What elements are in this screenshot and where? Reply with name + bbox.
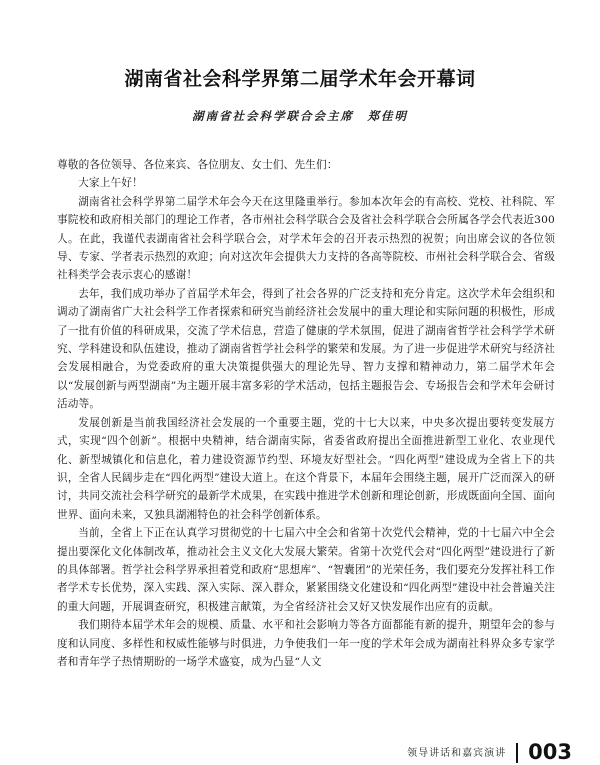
page-footer	[407, 739, 572, 763]
paragraph-3: 发展创新是当前我国经济社会发展的一个重要主题，党的十七大以来，中央多次提出要转变发展方式，实现“四个创新”。根据中央精神，结合湖南实际，省委省政府提出全面推进新型工业化、农业现代化、新型城镇化和信息化，着力建设资源节约型、环境友好型社会。“四化两型”建设成为全省上下的共识，全省人民阔步走在“四化两型”建设大道上。在这个背景下，本届年会围绕主题，展开广泛而深入的研讨，共同交流社会科学研究的最新学术成果，在实践中推进学术创新和理论创新，形成既面向全国、面向世界、面向未来，又独具湖湘特色的社会科学创新体系。	[57, 416, 555, 521]
salutation: 尊敬的各位领导、各位来宾、各位朋友、女士们、先生们：	[57, 159, 338, 171]
author-line: 湖南省社会科学联合会主席 郑佳明	[192, 109, 408, 123]
paragraph-5: 我们期待本届学术年会的规模、质量、水平和社会影响力等各方面都能有新的提升，期望年会的参与度和认同度、多样性和权威性能够与时俱进，力争使我们一年一度的学术年会成为湖南社科界众多专家学者和青年学子热情期盼的一场学术盛宴，成为凸显“人文	[57, 619, 555, 668]
paragraph-2: 去年，我们成功举办了首届学术年会，得到了社会各界的广泛支持和充分肯定。这次学术年会组织和调动了湖南省广大社会科学工作者探索和研究当前经济社会发展中的重大理论和实际问题的积极性，形成了一批有价值的科研成果，交流了学术信息，营造了健康的学术氛围，促进了湖南省哲学社会科学学术研究、学科建设和队伍建设，推动了湖南省哲学社会科学的繁荣和发展。为了进一步促进学术研究与经济社会发展相融合，为党委政府的重大决策提供强大的理论先导、智力支撑和精神动力，第二届学术年会以“发展创新与两型湖南”为主题开展丰富多彩的学术活动，包括主题报告会、专场报告会和学术年会研讨活动等。	[57, 287, 555, 411]
document-body	[57, 156, 555, 671]
greeting: 大家上午好！	[78, 177, 143, 190]
page-number: 003	[528, 740, 572, 764]
footer-divider	[516, 743, 518, 763]
paragraph-1: 湖南省社会科学界第二届学术年会今天在这里隆重举行。参加本次年会的有高校、党校、社科院、军事院校和政府相关部门的理论工作者，各市州社会科学联合会及省社会科学联合会所属各学会代表近300人。在此，我谨代表湖南省社会科学联合会，对学术年会的召开表示热烈的祝贺；向出席会议的各位领导、专家、学者表示热烈的欢迎；向对这次年会提供大力支持的各高等院校、市州社会科学联合会、省级社科类学会表示衷心的感谢！	[57, 195, 555, 282]
running-head: 领导讲话和嘉宾演讲	[407, 748, 507, 759]
paragraph-4: 当前，全省上下正在认真学习贯彻党的十七届六中全会和省第十次党代会精神，党的十七届六中全会提出要深化文化体制改革，推动社会主义文化大发展大繁荣。省第十次党代会对“四化两型”建设进行了新的具体部署。哲学社会科学界承担着党和政府“思想库”、“智囊团”的光荣任务，我们要充分发挥社科工作者学术专长优势，深入实践、深入实际、深入群众，紧紧围绕文化建设和“四化两型”建设中社会普遍关注的重大问题，开展调查研究，积极建言献策，为全省经济社会又好又快发展作出应有的贡献。	[57, 527, 555, 613]
document-title: 湖南省社会科学界第二届学术年会开幕词	[124, 68, 476, 90]
